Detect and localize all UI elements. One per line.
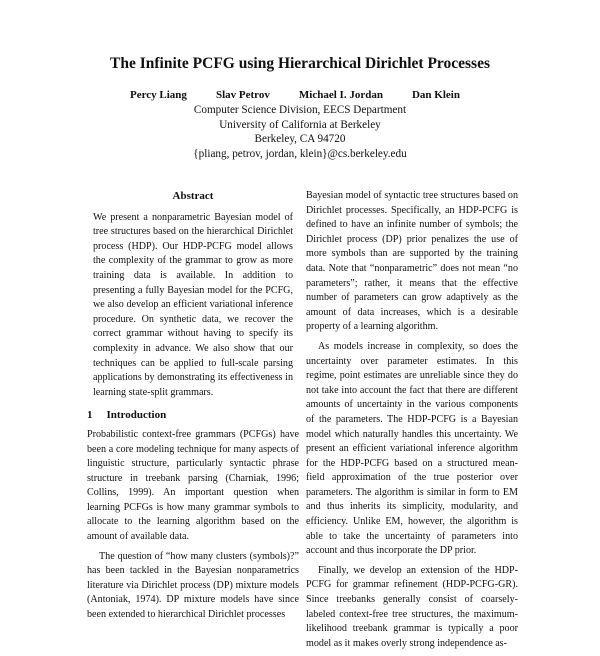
intro-paragraph: The question of “how many clusters (symbols)?” has been tackled in the Bayesian nonparametrics literature via Dirichlet process (DP) mixture models (Antoniak, 1974). DP mixture models have since been extended to hierarchical Dirichlet processes <box>87 550 299 621</box>
section-number: 1 <box>87 409 93 422</box>
abstract-text: We present a nonparametric Bayesian model of tree structures based on the hierarchical Dirichlet process (HDP). Our HDP-PCFG model allows the complexity of the grammar to grow as more training data is available. In addition to presenting a fully Bayesian model for the PCFG, we also develop an efficient variational inference procedure. On synthetic data, we recover the correct grammar without having to specify its complexity in advance. We also show that our techniques can be applied to full-scale parsing applications by demonstrating its effectiveness in learning state-split grammars. <box>93 211 293 398</box>
abstract-heading: Abstract <box>172 190 214 202</box>
author-name: Percy Liang <box>130 89 187 101</box>
affiliation-line: Computer Science Division, EECS Department <box>193 104 407 116</box>
affiliation-line: University of California at Berkeley <box>219 118 381 131</box>
intro-paragraph: Probabilistic context-free grammars (PCFGs) have been a core modeling technique for many aspects of linguistic structure, particularly syntactic phrase structure in treebank parsing (Charniak, 1996; Collins, 1999). An important question when learning PCFGs is how many grammar symbols to allocate to the learning algorithm based on the amount of available data. <box>87 428 299 543</box>
affiliation-line: Berkeley, CA 94720 <box>254 133 346 145</box>
author-name: Dan Klein <box>411 89 460 101</box>
author-name: Slav Petrov <box>215 89 270 101</box>
left-column <box>87 189 299 628</box>
section-title: Introduction <box>106 409 167 422</box>
section-heading-introduction <box>87 408 299 423</box>
affiliation-block <box>0 103 600 161</box>
body-paragraph: Finally, we develop an extension of the HDP-PCFG for grammar refinement (HDP-PCFG-GR). Since treebanks generally consist of coarsely-labeled context-free tree structures, the maximum-likelihood treebank grammar is typically a poor model as it makes overly strong independence as- <box>306 564 518 649</box>
body-paragraph: Bayesian model of syntactic tree structures based on Dirichlet processes. Specifically, an HDP-PCFG is defined to have an infinite number of symbols; the Dirichlet process (DP) prior penalizes the use of more symbols than are supported by the training data. Note that “nonparametric” does not mean “no parameters”; rather, it means that the effective number of parameters can grow adaptively as the amount of data increases, which is a desirable property of a learning algorithm. <box>306 190 518 333</box>
right-column <box>306 189 518 656</box>
author-name: Michael I. Jordan <box>298 89 383 101</box>
author-emails: {pliang, petrov, jordan, klein}@cs.berkeley.edu <box>193 147 407 160</box>
paper-title: The Infinite PCFG using Hierarchical Dirichlet Processes <box>110 55 490 72</box>
body-paragraph: As models increase in complexity, so does the uncertainty over parameter estimates. In this regime, point estimates are unreliable since they do not take into account the fact that there are different amounts of uncertainty in the various components of the parameters. The HDP-PCFG is a Bayesian model which naturally handles this uncertainty. We present an efficient variational inference algorithm for the HDP-PCFG based on a structured mean-field approximation of the true posterior over parameters. The algorithm is similar in form to EM and thus inherits its simplicity, modularity, and efficiency. Unlike EM, however, the algorithm is able to take the uncertainty of parameters into account and thus incorporate the DP prior. <box>306 340 518 557</box>
author-list <box>130 89 460 101</box>
